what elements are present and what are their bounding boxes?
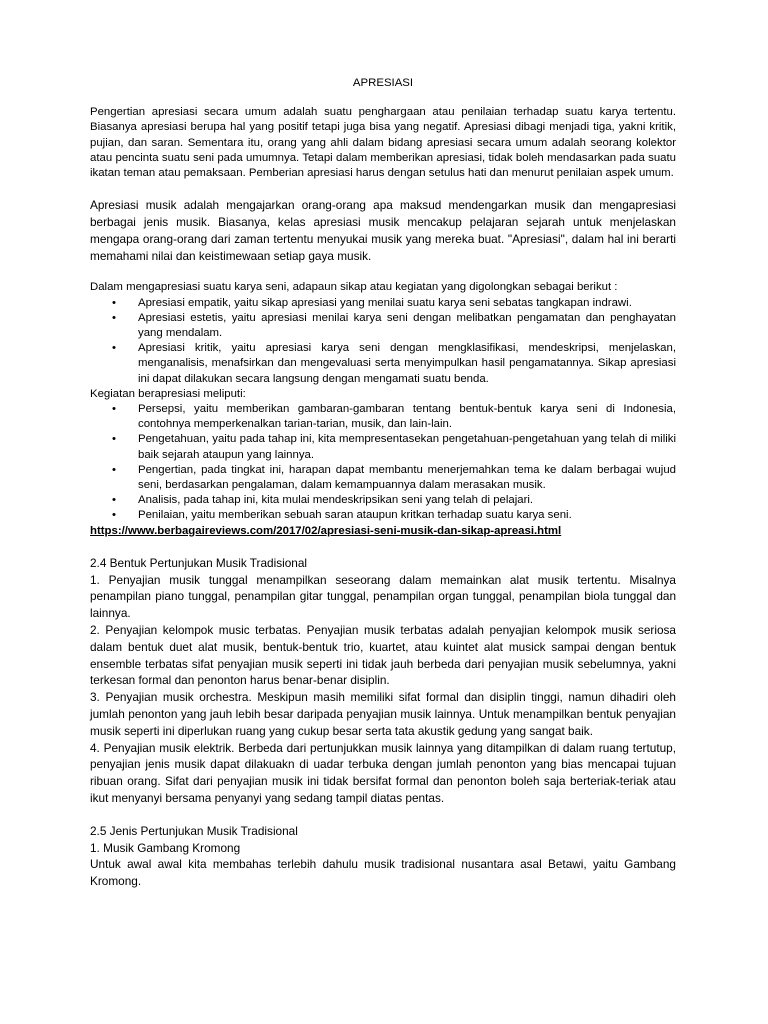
section-2-4-item: 3. Penyajian musik orchestra. Meskipun masih memiliki sifat formal dan disiplin tinggi, namun dihadiri oleh jumlah penonton yang jauh lebih besar daripada penyajian musik lainnya. Untuk menampilkan bentuk penyajian musik seperti ini diperlukan ruang yang cukup besar serta tata akustik gedung yang sangat baik.	[90, 690, 676, 738]
list-item: • Pengertian, pada tingkat ini, harapan dapat membantu menerjemahkan tema ke dalam berbagai wujud seni, berdasarkan pengalaman, dalam kemampuannya dalam merasakan musik.	[138, 463, 676, 493]
document-title: APRESIASI	[352, 77, 414, 89]
list-item: • Apresiasi empatik, yaitu sikap apresiasi yang menilai suatu karya seni sebatas tangkapan indrawi.	[138, 296, 676, 311]
kegiatan-list	[90, 402, 676, 524]
list-item: • Apresiasi estetis, yaitu apresiasi menilai karya seni dengan melibatkan pengamatan dan penghayatan yang mendalam.	[138, 311, 676, 341]
section-2-5-heading: 2.5 Jenis Pertunjukan Musik Tradisional	[90, 823, 298, 838]
section-2-4-item: 1. Penyajian musik tunggal menampilkan seseorang dalam memainkan alat musik tertentu. Misalnya penampilan piano tunggal, penampilan gitar tunggal, penampilan organ tunggal, penampilan biola tunggal dan lainnya.	[90, 572, 676, 621]
sikap-list	[90, 296, 676, 387]
kegiatan-intro: Kegiatan berapresiasi meliputi:	[90, 387, 246, 400]
source-link[interactable]: https://www.berbagaireviews.com/2017/02/apresiasi-seni-musik-dan-sikap-apreasi.html	[90, 524, 562, 537]
section-2-5-text: Untuk awal awal kita membahas terlebih dahulu musik tradisional nusantara asal Betawi, yaitu Gambang Kromong.	[90, 857, 676, 889]
section-2-4-heading: 2.4 Bentuk Pertunjukan Musik Tradisional	[90, 555, 308, 570]
paragraph-apresiasi-definition: Pengertian apresiasi secara umum adalah suatu penghargaan atau penilaian terhadap suatu karya tertentu. Biasanya apresiasi berupa hal yang positif tetapi juga bisa yang negatif. Apresiasi dibagi menjadi tiga, yakni kritik, pujian, dan saran. Sementara itu, orang yang ahli dalam bidang apresiasi secara umum adalah seorang kolektor atau pencinta suatu seni pada umumnya. Tetapi dalam memberikan apresiasi, tidak boleh mendasarkan pada suatu ikatan teman atau pemaksaan. Pemberian apresiasi harus dengan setulus hati dan menurut penilaian aspek umum.	[90, 106, 676, 180]
section-2-4-item: 4. Penyajian musik elektrik. Berbeda dari pertunjukkan musik lainnya yang ditampilkan di dalam ruang tertutup, penyajian jenis musik dapat dilakuakn di uadar terbuka dengan jumlah penonton yang bias mencapai tujuan ribuan orang. Sifat dari penyajian musik ini tidak bersifat formal dan penonton boleh saja berteriak-teriak atau ikut menyanyi bersama penyanyi yang sedang tampil diatas pentas.	[90, 740, 676, 806]
list-item: • Persepsi, yaitu memberikan gambaran-gambaran tentang bentuk-bentuk karya seni di Indonesia, contohnya memperkenalkan tarian-tarian, musik, dan lain-lain.	[138, 402, 676, 432]
paragraph-apresiasi-musik: Apresiasi musik adalah mengajarkan orang-orang apa maksud mendengarkan musik dan mengapresiasi berbagai jenis musik. Biasanya, kelas apresiasi musik mencakup pelajaran sejarah untuk menjelaskan mengapa orang-orang dari zaman tertentu menyukai musik yang mereka buat. "Apresiasi", dalam hal ini berarti memahami nilai dan keistimewaan setiap gaya musik.	[90, 198, 676, 263]
paragraph-sikap-intro: Dalam mengapresiasi suatu karya seni, adapaun sikap atau kegiatan yang digolongkan sebagai berikut :	[90, 281, 618, 294]
section-2-5-subheading: 1. Musik Gambang Kromong	[90, 840, 241, 855]
list-item: • Analisis, pada tahap ini, kita mulai mendeskripsikan seni yang telah di pelajari.	[138, 493, 676, 508]
list-item: • Penilaian, yaitu memberikan sebuah saran ataupun kritkan terhadap suatu karya seni.	[138, 508, 676, 523]
document-page	[90, 76, 676, 890]
list-item: • Pengetahuan, yaitu pada tahap ini, kita mempresentasekan pengetahuan-pengetahuan yang telah di miliki baik sejarah ataupun yang lainnya.	[138, 432, 676, 462]
section-2-4-item: 2. Penyajian kelompok music terbatas. Penyajian musik terbatas adalah penyajian kelompok musik seriosa dalam bentuk duet alat musik, bentuk-bentuk trio, kuartet, atau kuintet alat musick sampai dengan bentuk ensemble terbatas sifat penyajian musik seperti ini tidak jauh berbeda dari penyajian musik sebelumnya, yakni terkesan formal dan penonton harus benar-benar disiplin.	[90, 623, 676, 688]
list-item: • Apresiasi kritik, yaitu apresiasi karya seni dengan mengklasifikasi, mendeskripsi, menjelaskan, menganalisis, menafsirkan dan mengevaluasi serta menyimpulkan hasil pengamatannya. Sikap apresiasi ini dapat dilakukan secara langsung dengan mengamati suatu benda.	[138, 341, 676, 387]
